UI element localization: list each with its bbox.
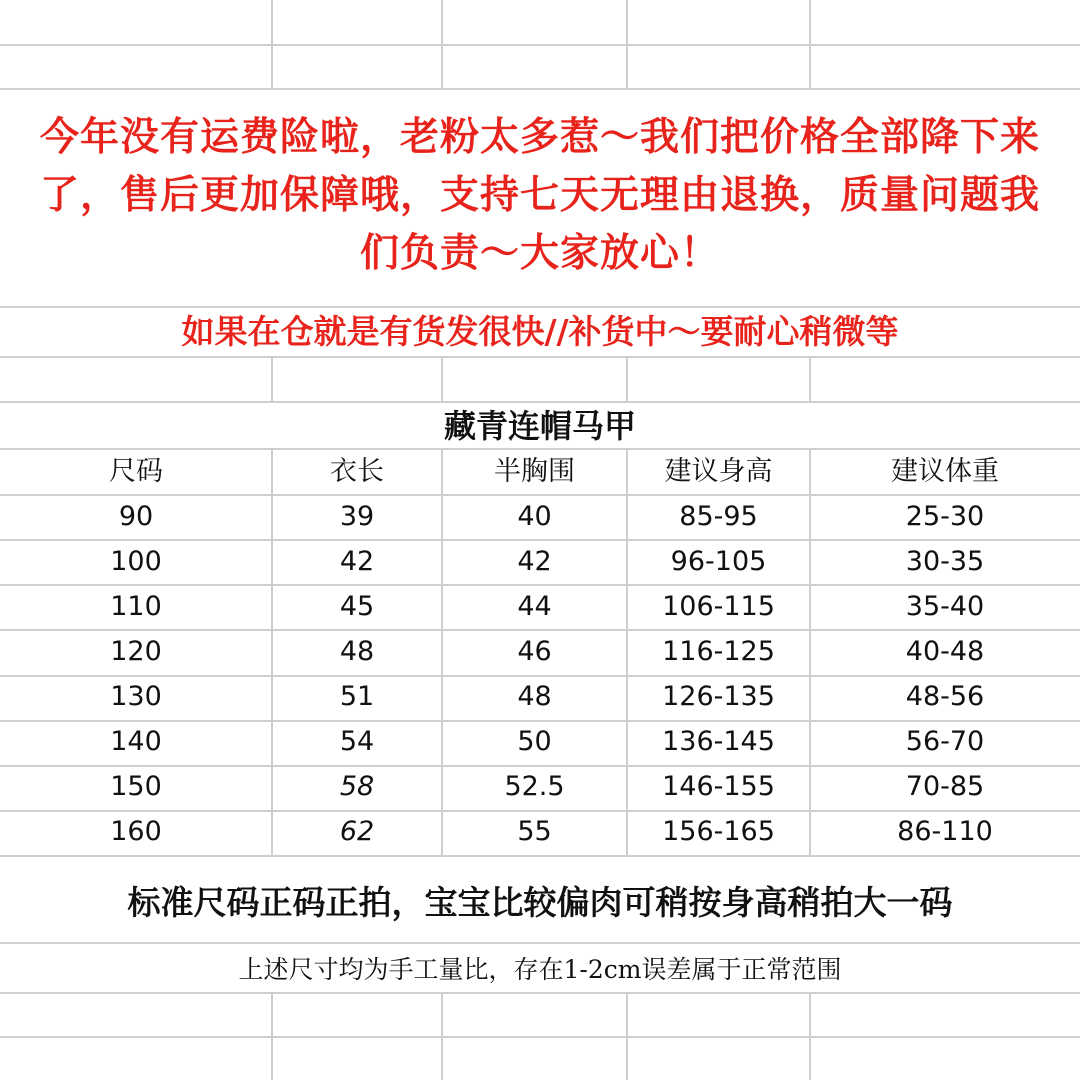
cell-size: 140 (110, 726, 162, 757)
cell-height: 136-145 (662, 726, 775, 757)
product-title: 藏青连帽马甲 (443, 407, 636, 445)
cell-height: 116-125 (662, 636, 775, 667)
cell-length: 48 (339, 636, 375, 667)
cell-weight: 48-56 (905, 681, 985, 712)
cell-weight: 30-35 (905, 546, 985, 577)
table-row (0, 494, 1080, 539)
cell-half-chest: 46 (517, 636, 552, 667)
cell-size: 120 (110, 636, 162, 667)
cell-length: 45 (339, 591, 375, 622)
grid-line (0, 942, 1080, 944)
cell-height: 126-135 (662, 681, 775, 712)
header-length: 衣长 (330, 456, 384, 487)
cell-length: 42 (339, 546, 375, 577)
cell-height: 156-165 (662, 816, 775, 847)
cell-weight: 86-110 (897, 816, 993, 847)
cell-half-chest: 50 (517, 726, 552, 757)
grid-line (0, 44, 1080, 46)
grid-line (0, 992, 1080, 994)
grid-line (809, 0, 811, 88)
cell-half-chest: 48 (517, 681, 552, 712)
header-height: 建议身高 (664, 456, 773, 487)
cell-length: 54 (339, 726, 375, 757)
cell-weight: 56-70 (905, 726, 985, 757)
cell-size: 150 (110, 771, 162, 802)
grid-line (271, 0, 273, 88)
cell-size: 90 (118, 501, 154, 532)
header-size: 尺码 (109, 456, 163, 487)
header-weight: 建议体重 (891, 456, 999, 487)
cell-length: 39 (339, 501, 375, 532)
grid-line (271, 992, 273, 1080)
cell-height: 96-105 (670, 546, 767, 577)
cell-height: 85-95 (679, 501, 758, 532)
grid-line (626, 992, 628, 1080)
cell-weight: 25-30 (905, 501, 985, 532)
notice-line: 今年没有运费险啦，老粉太多惹～我们把价格全部降下来 (39, 114, 1040, 160)
cell-size: 100 (110, 546, 162, 577)
cell-half-chest: 55 (517, 816, 552, 847)
grid-line (271, 356, 273, 401)
cell-length: 58 (339, 771, 375, 802)
grid-line (0, 1036, 1080, 1038)
table-header-row (0, 449, 1080, 494)
cell-size: 110 (110, 591, 162, 622)
cell-weight: 40-48 (905, 636, 985, 667)
cell-half-chest: 42 (517, 546, 552, 577)
size-table (0, 449, 1080, 854)
grid-line (441, 0, 443, 88)
table-row (0, 764, 1080, 809)
table-row (0, 809, 1080, 854)
cell-length: 51 (339, 681, 375, 712)
grid-line (809, 356, 811, 401)
shipping-notice (0, 108, 1080, 282)
cell-weight: 35-40 (905, 591, 985, 622)
cell-half-chest: 44 (517, 591, 552, 622)
header-half-chest: 半胸围 (494, 456, 575, 487)
grid-line (809, 992, 811, 1080)
table-row (0, 629, 1080, 674)
cell-height: 146-155 (662, 771, 775, 802)
grid-line (441, 992, 443, 1080)
fit-note: 标准尺码正码正拍，宝宝比较偏肉可稍按身高稍拍大一码 (127, 883, 953, 922)
cell-length: 62 (339, 816, 375, 847)
cell-weight: 70-85 (905, 771, 985, 802)
grid-line (441, 356, 443, 401)
notice-line: 了，售后更加保障哦，支持七天无理由退换，质量问题我 (39, 172, 1040, 218)
cell-half-chest: 40 (517, 501, 552, 532)
notice-line: 们负责～大家放心！ (359, 230, 720, 276)
grid-line (626, 356, 628, 401)
table-row (0, 584, 1080, 629)
cell-size: 160 (110, 816, 162, 847)
cell-size: 130 (110, 681, 162, 712)
table-row (0, 719, 1080, 764)
measurement-note: 上述尺寸均为手工量比，存在1-2cm误差属于正常范围 (238, 955, 842, 984)
cell-half-chest: 52.5 (504, 771, 565, 802)
stock-note: 如果在仓就是有货发很快//补货中～要耐心稍微等 (181, 312, 899, 351)
table-row (0, 674, 1080, 719)
grid-line (626, 0, 628, 88)
table-row (0, 539, 1080, 584)
grid-line (0, 855, 1080, 857)
grid-line (0, 88, 1080, 90)
cell-height: 106-115 (662, 591, 775, 622)
